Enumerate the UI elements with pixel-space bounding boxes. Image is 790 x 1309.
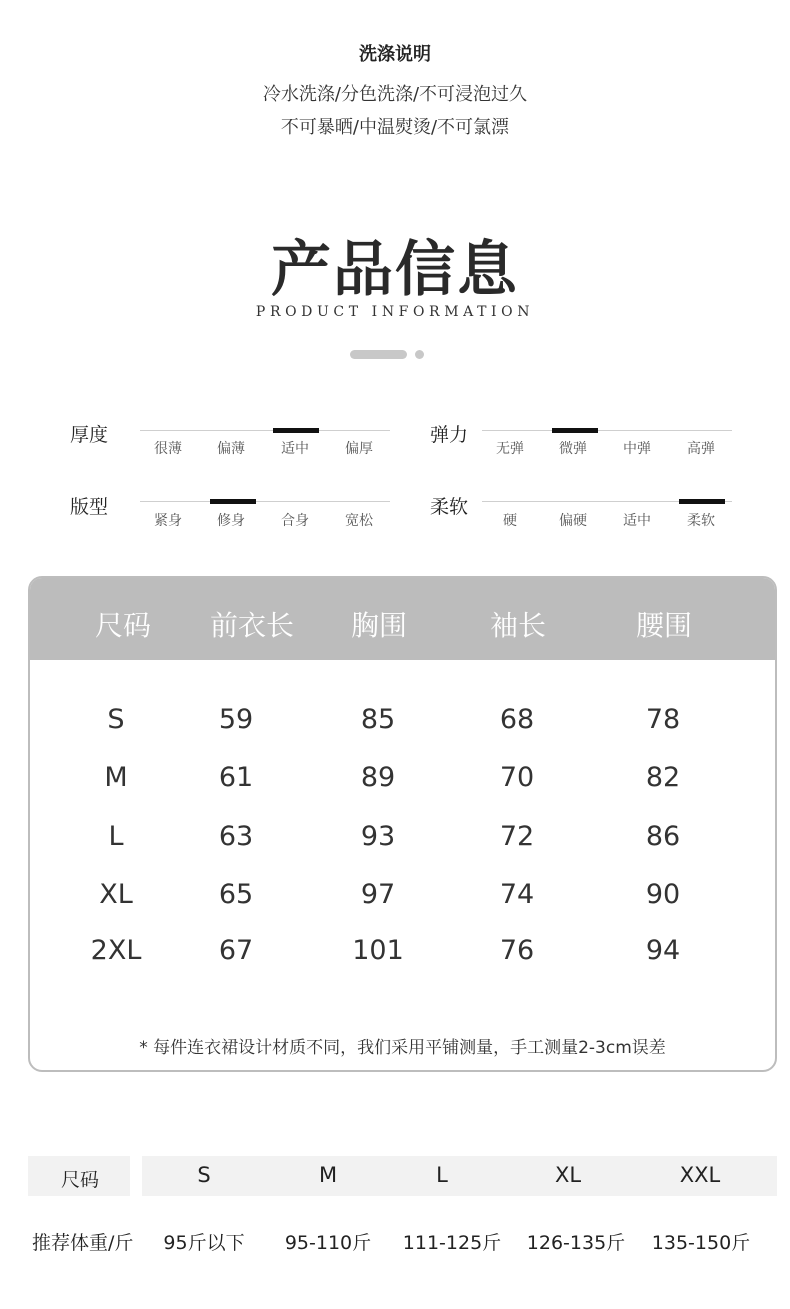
attr-elasticity-marker [552, 428, 598, 433]
attr-fit-line [140, 501, 390, 502]
size-table-cell: 89 [360, 762, 396, 793]
recommend-weight-cell: 111-125斤 [402, 1232, 502, 1254]
recommend-size-cell: L [436, 1163, 448, 1187]
attr-softness-option: 柔软 [687, 513, 715, 529]
attr-fit-option: 紧身 [154, 513, 182, 529]
recommend-weight-label: 推荐体重/斤 [32, 1232, 134, 1254]
size-table-cell: 68 [499, 704, 535, 735]
size-table-cell: 85 [360, 704, 396, 735]
size-table-cell: 63 [218, 821, 254, 852]
size-header-cell: 袖长 [489, 609, 546, 642]
attr-elasticity-option: 微弹 [559, 441, 587, 457]
size-header-cell: 胸围 [350, 609, 407, 642]
washing-title: 洗涤说明 [359, 44, 431, 65]
attr-thickness-line [140, 430, 390, 431]
product-info-title: 产品信息 [271, 235, 519, 305]
size-table-cell: 67 [218, 935, 254, 966]
size-table-cell: 97 [360, 879, 396, 910]
size-row-label: S [107, 704, 125, 735]
attr-softness-marker [679, 499, 725, 504]
size-header-cell: 尺码 [94, 609, 151, 642]
attr-thickness-marker [273, 428, 319, 433]
size-table-cell: 101 [352, 935, 404, 966]
attr-fit-marker [210, 499, 256, 504]
size-table-cell: 65 [218, 879, 254, 910]
attr-softness-option: 硬 [503, 513, 517, 529]
size-table-cell: 78 [645, 704, 681, 735]
divider-dot [415, 350, 424, 359]
recommend-weight-cell: 126-135斤 [526, 1232, 626, 1254]
washing-line-2: 不可暴晒/中温熨烫/不可氯漂 [280, 117, 510, 138]
size-table-cell: 76 [499, 935, 535, 966]
attr-fit-option: 修身 [217, 513, 245, 529]
attr-elasticity-line [482, 430, 732, 431]
size-header-cell: 前衣长 [209, 609, 294, 642]
attr-thickness-option: 偏厚 [345, 441, 373, 457]
recommend-weight-cell: 135-150斤 [651, 1232, 751, 1254]
size-table-cell: 70 [499, 762, 535, 793]
size-table-cell: 86 [645, 821, 681, 852]
recommend-size-cell: S [197, 1163, 211, 1187]
size-header-cell: 腰围 [635, 609, 692, 642]
attr-thickness-label: 厚度 [70, 424, 109, 446]
size-table-cell: 82 [645, 762, 681, 793]
attr-softness-option: 偏硬 [559, 513, 587, 529]
attr-softness-label: 柔软 [430, 496, 469, 518]
size-table-header [30, 578, 775, 660]
size-table-cell: 90 [645, 879, 681, 910]
attr-softness-option: 适中 [623, 513, 651, 529]
size-row-label: M [104, 762, 128, 793]
recommend-weight-cell: 95斤以下 [163, 1232, 245, 1254]
size-table [28, 576, 777, 1072]
size-table-cell: 94 [645, 935, 681, 966]
recommend-size-cell: XL [554, 1163, 582, 1187]
size-row-label: L [108, 821, 124, 852]
measurement-note: * 每件连衣裙设计材质不同，我们采用平铺测量，手工测量2-3cm误差 [139, 1038, 666, 1058]
attr-elasticity-option: 高弹 [687, 441, 715, 457]
attr-elasticity-option: 无弹 [496, 441, 524, 457]
size-table-cell: 93 [360, 821, 396, 852]
attr-thickness-option: 偏薄 [217, 441, 245, 457]
washing-line-1: 冷水洗涤/分色洗涤/不可浸泡过久 [262, 84, 528, 105]
attr-fit-label: 版型 [70, 496, 109, 518]
size-table-cell: 61 [218, 762, 254, 793]
attr-elasticity-option: 中弹 [623, 441, 651, 457]
attr-fit-option: 合身 [281, 513, 309, 529]
attr-thickness-option: 适中 [281, 441, 309, 457]
recommend-size-cell: XXL [679, 1163, 721, 1187]
attr-elasticity-label: 弹力 [430, 424, 469, 446]
recommend-size-cell: M [318, 1163, 338, 1187]
product-info-subtitle: PRODUCT INFORMATION [255, 304, 535, 320]
size-table-cell: 59 [218, 704, 254, 735]
recommend-weight-cell: 95-110斤 [284, 1232, 372, 1254]
size-row-label: 2XL [90, 935, 142, 966]
size-table-cell: 74 [499, 879, 535, 910]
size-row-label: XL [99, 879, 133, 910]
attr-fit-option: 宽松 [345, 513, 373, 529]
size-table-cell: 72 [499, 821, 535, 852]
divider-pill [350, 350, 407, 359]
attr-thickness-option: 很薄 [154, 441, 182, 457]
recommend-size-label: 尺码 [60, 1169, 99, 1191]
